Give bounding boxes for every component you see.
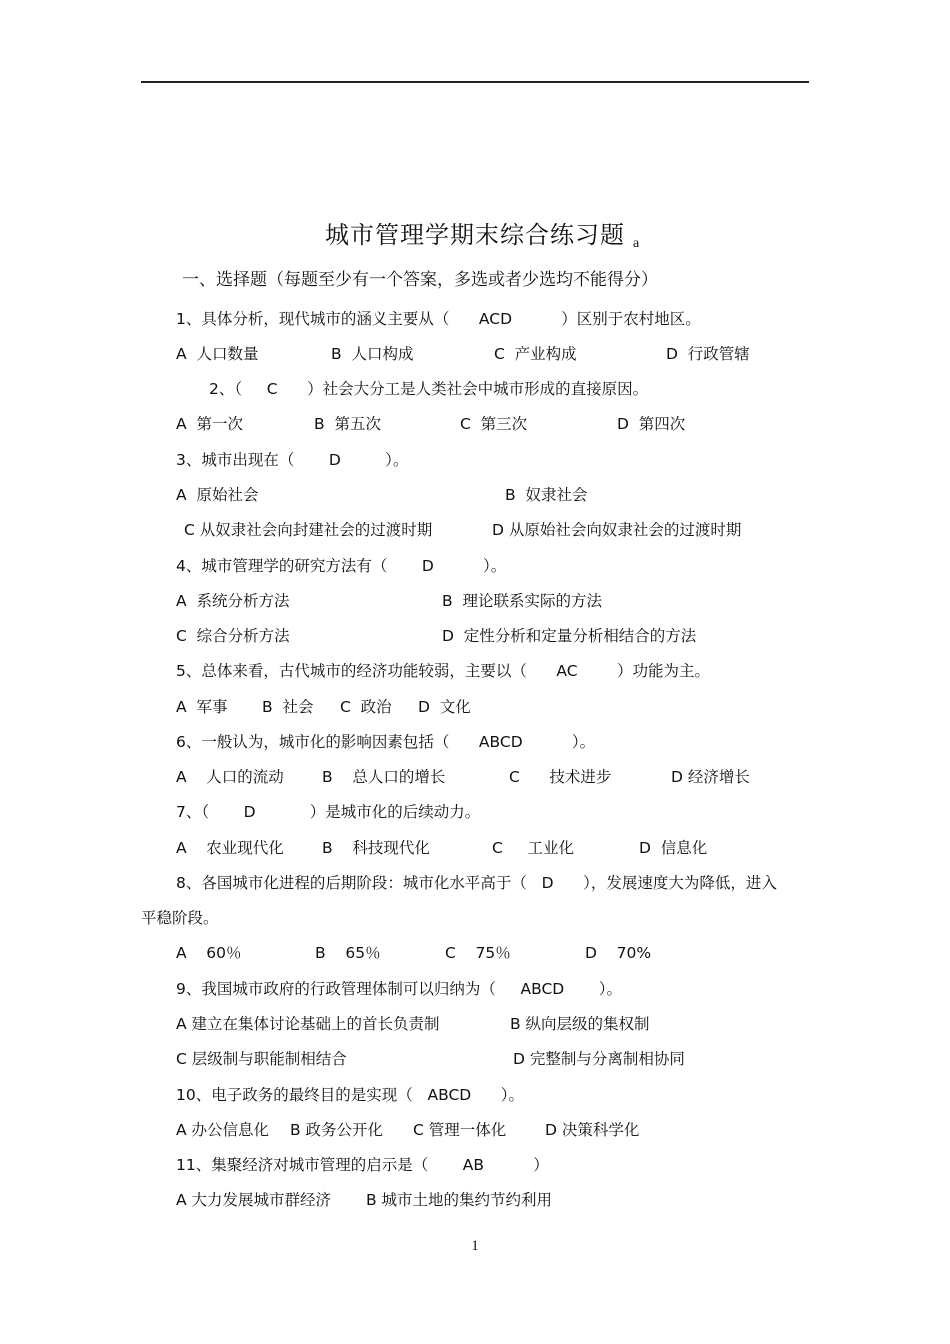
option: D 文化 (418, 698, 471, 716)
option: B 城市土地的集约节约利用 (366, 1191, 553, 1209)
question-stem: 4、城市管理学的研究方法有（ D ）。 (176, 557, 507, 575)
option: D 完整制与分离制相协同 (513, 1050, 685, 1068)
option: C 第三次 (460, 415, 528, 433)
question-stem: 5、总体来看，古代城市的经济功能较弱，主要以（ AC ）功能为主。 (176, 662, 710, 680)
question-stem: 7、（ D ）是城市化的后续动力。 (176, 803, 481, 821)
page-number: 1 (471, 1238, 479, 1254)
option: C 从奴隶社会向封建社会的过渡时期 (184, 521, 433, 539)
question-stem: 6、一般认为，城市化的影响因素包括（ ABCD ）。 (176, 733, 596, 751)
option: D 70% (585, 944, 652, 962)
option: C 综合分析方法 (176, 627, 290, 645)
question-stem: 3、城市出现在（ D ）。 (176, 451, 409, 469)
option: D 从原始社会向奴隶社会的过渡时期 (492, 521, 742, 539)
option: B 社会 (262, 698, 314, 716)
option: B 政务公开化 (290, 1121, 384, 1139)
question-stem: 1、具体分析，现代城市的涵义主要从（ ACD ）区别于农村地区。 (176, 310, 701, 328)
option: D 定性分析和定量分析相结合的方法 (442, 627, 697, 645)
header-rule (141, 81, 809, 83)
option: D 行政管辖 (666, 345, 750, 363)
option: A 农业现代化 (176, 839, 284, 857)
option: C 工业化 (492, 839, 574, 857)
option: A 人口的流动 (176, 768, 284, 786)
question-stem: 9、我国城市政府的行政管理体制可以归纳为（ ABCD ）。 (176, 980, 622, 998)
page-title: 城市管理学期末综合练习题 (325, 221, 625, 249)
option: C 政治 (340, 698, 392, 716)
option: B 纵向层级的集权制 (510, 1015, 650, 1033)
option: C 管理一体化 (413, 1121, 507, 1139)
option: D 第四次 (617, 415, 686, 433)
option: A 大力发展城市群经济 (176, 1191, 332, 1209)
option: B 第五次 (314, 415, 381, 433)
option: A 原始社会 (176, 486, 259, 504)
option: A 第一次 (176, 415, 243, 433)
option: C 技术进步 (509, 768, 612, 786)
option: D 经济增长 (671, 768, 750, 786)
question-stem-continuation: 平稳阶段。 (141, 909, 219, 927)
option: B 奴隶社会 (505, 486, 588, 504)
option: A 办公信息化 (176, 1121, 270, 1139)
option: C 75％ (445, 944, 511, 962)
option: B 理论联系实际的方法 (442, 592, 602, 610)
option: B 65％ (315, 944, 381, 962)
option: D 决策科学化 (545, 1121, 640, 1139)
option: B 科技现代化 (322, 839, 430, 857)
option: A 军事 (176, 698, 228, 716)
question-stem: 11、集聚经济对城市管理的启示是（ AB ） (176, 1156, 549, 1174)
option: B 总人口的增长 (322, 768, 446, 786)
question-stem: 8、各国城市化进程的后期阶段：城市化水平高于（ D ），发展速度大为降低，进入 (176, 874, 777, 892)
option: A 60％ (176, 944, 242, 962)
option: C 层级制与职能制相结合 (176, 1050, 347, 1068)
option: D 信息化 (639, 839, 708, 857)
question-stem: 10、电子政务的最终目的是实现（ ABCD ）。 (176, 1086, 525, 1104)
title-suffix: a (633, 236, 640, 251)
question-stem: 2、（ C ）社会大分工是人类社会中城市形成的直接原因。 (209, 380, 649, 398)
option: A 人口数量 (176, 345, 259, 363)
option: C 产业构成 (494, 345, 577, 363)
section-heading: 一、选择题（每题至少有一个答案，多选或者少选均不能得分） (182, 270, 658, 290)
option: B 人口构成 (331, 345, 414, 363)
option: A 系统分析方法 (176, 592, 290, 610)
option: A 建立在集体讨论基础上的首长负责制 (176, 1015, 440, 1033)
